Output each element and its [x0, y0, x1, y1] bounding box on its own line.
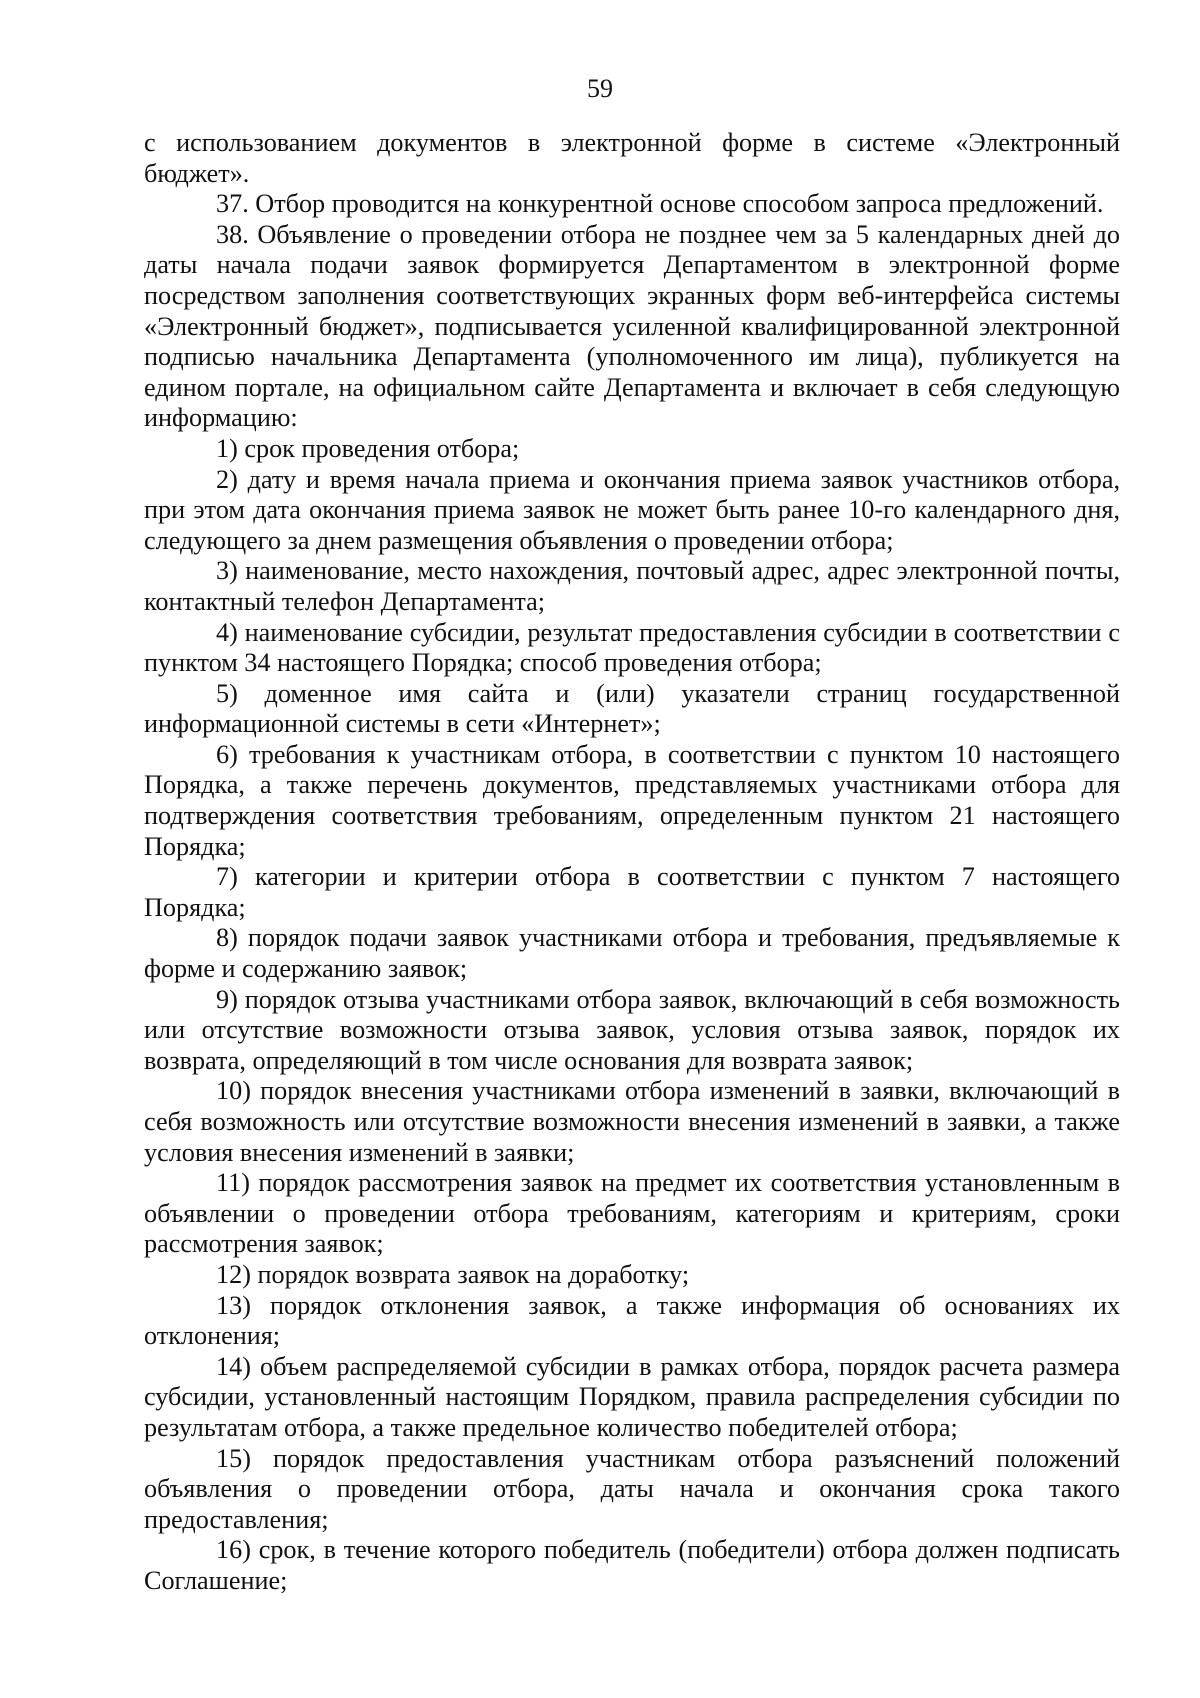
list-item-8: 8) порядок подачи заявок участниками отбора и требования, предъявляемые к форме и содержанию заявок; [144, 923, 1120, 984]
list-item-10: 10) порядок внесения участниками отбора изменений в заявки, включающий в себя возможность или отсутствие возможности внесения изменений в заявки, а также условия внесения изменений в заявки; [144, 1076, 1120, 1167]
list-item-13: 13) порядок отклонения заявок, а также информация об основаниях их отклонения; [144, 1290, 1120, 1351]
list-item-5: 5) доменное имя сайта и (или) указатели страниц государственной информационной системы в сети «Интернет»; [144, 678, 1120, 739]
paragraph-continuation: с использованием документов в электронной форме в системе «Электронный бюджет». [144, 128, 1120, 188]
list-item-3: 3) наименование, место нахождения, почтовый адрес, адрес электронной почты, контактный телефон Департамента; [144, 556, 1120, 616]
list-item-14: 14) объем распределяемой субсидии в рамках отбора, порядок расчета размера субсидии, установленный настоящим Порядком, правила распределения субсидии по результатам отбора, а также предельное количество победителей отбора; [144, 1351, 1120, 1442]
list-item-1: 1) срок проведения отбора; [216, 433, 520, 463]
list-item-6: 6) требования к участникам отбора, в соответствии с пунктом 10 настоящего Порядка, а также перечень документов, представляемых участниками отбора для подтверждения соответствия требованиям, определенным пунктом 21 настоящего Порядка; [144, 739, 1120, 861]
paragraph-item-37: 37. Отбор проводится на конкурентной основе способом запроса предложений. [216, 189, 1104, 219]
page-number: 59 [587, 74, 613, 103]
list-item-2: 2) дату и время начала приема и окончания приема заявок участников отбора, при этом дата окончания приема заявок не может быть ранее 10-го календарного дня, следующего за днем размещения объявления о проведении отбора; [144, 464, 1120, 555]
list-item-4: 4) наименование субсидии, результат предоставления субсидии в соответствии с пунктом 34 настоящего Порядка; способ проведения отбора; [144, 617, 1120, 678]
paragraph-item-38: 38. Объявление о проведении отбора не позднее чем за 5 календарных дней до даты начала подачи заявок формируется Департаментом в электронной форме посредством заполнения соответствующих экранных форм веб-интерфейса системы «Электронный бюджет», подписывается усиленной квалифицированной электронной подписью начальника Департамента (уполномоченного им лица), публикуется на едином портале, на официальном сайте Департамента и включает в себя следующую информацию: [144, 219, 1120, 433]
list-item-11: 11) порядок рассмотрения заявок на предмет их соответствия установленным в объявлении о проведении отбора требованиям, категориям и критериям, сроки рассмотрения заявок; [144, 1168, 1120, 1259]
list-item-9: 9) порядок отзыва участниками отбора заявок, включающий в себя возможность или отсутствие возможности отзыва заявок, условия отзыва заявок, порядок их возврата, определяющий в том числе основания для возврата заявок; [144, 984, 1120, 1075]
list-item-15: 15) порядок предоставления участникам отбора разъяснений положений объявления о проведении отбора, даты начала и окончания срока такого предоставления; [144, 1443, 1120, 1534]
document-body [144, 128, 1120, 1597]
list-item-12: 12) порядок возврата заявок на доработку; [216, 1259, 690, 1289]
list-item-7: 7) категории и критерии отбора в соответствии с пунктом 7 настоящего Порядка; [144, 862, 1120, 922]
list-item-16: 16) срок, в течение которого победитель (победители) отбора должен подписать Соглашение; [144, 1535, 1120, 1595]
